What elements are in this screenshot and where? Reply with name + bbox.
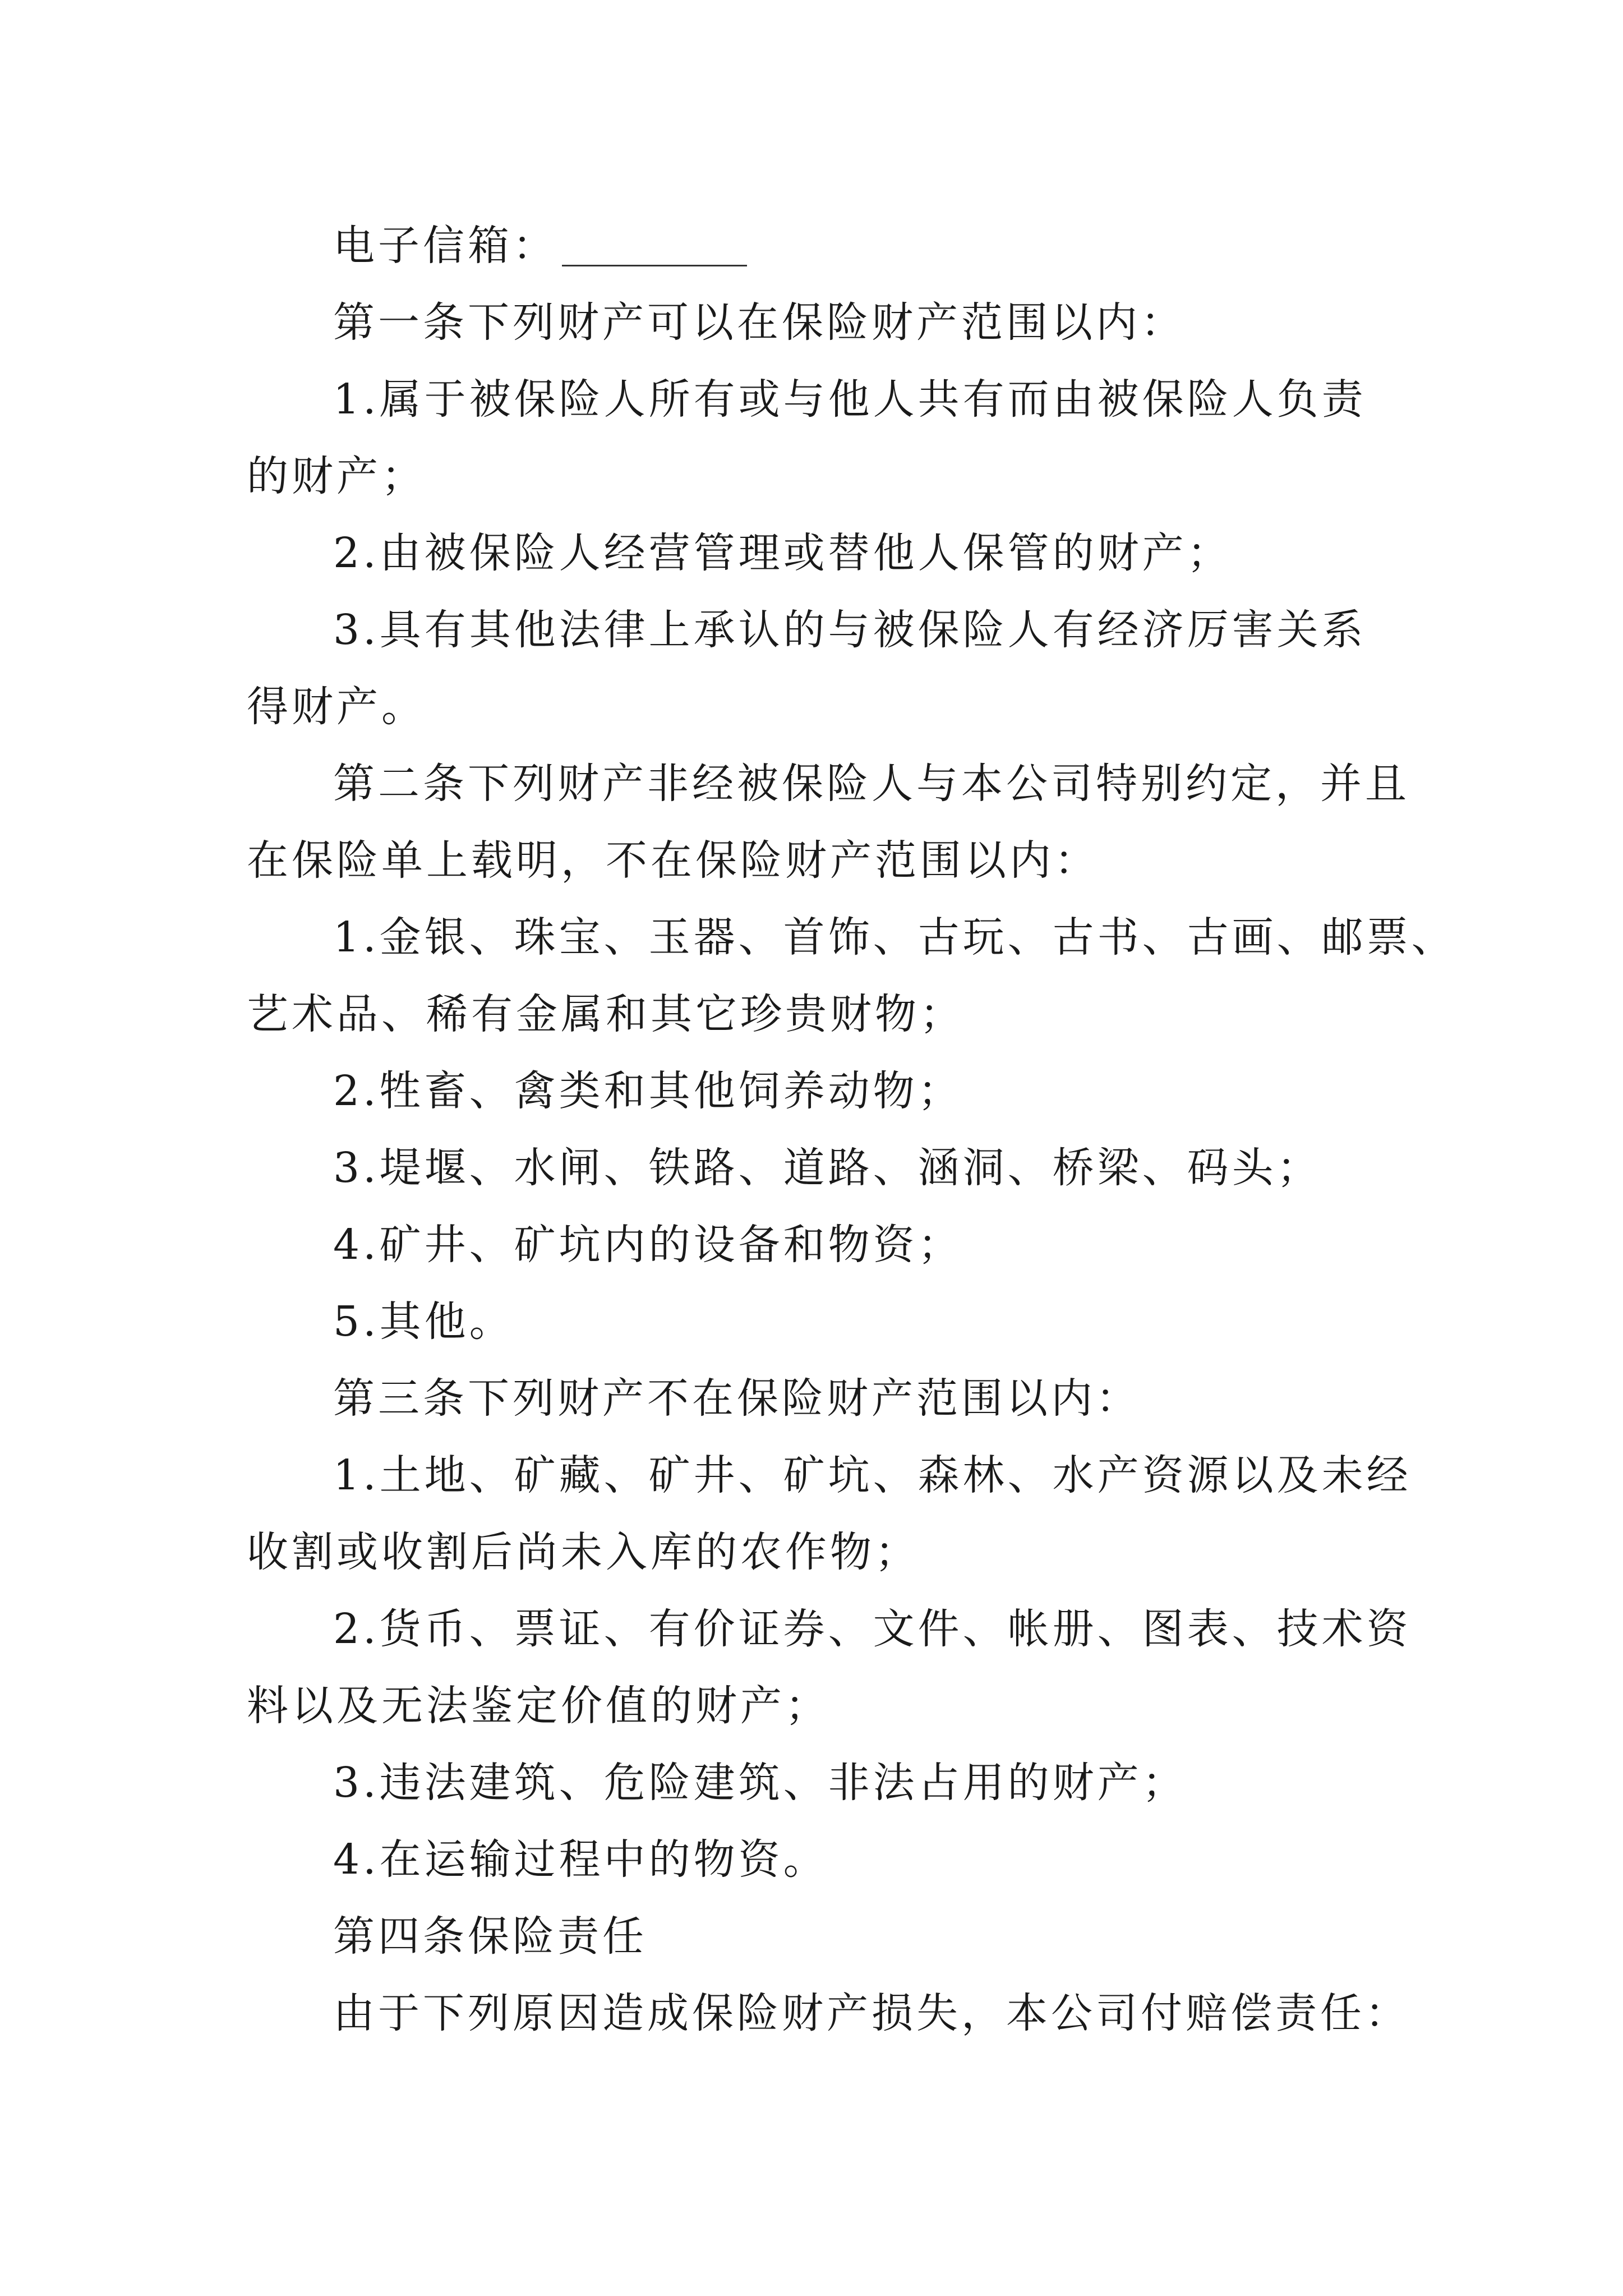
paragraph-line: 在保险单上载明，不在保险财产范围以内： bbox=[247, 836, 1099, 885]
paragraph-line: 收割或收割后尚未入库的农作物； bbox=[247, 1528, 920, 1576]
article-3-heading: 第三条下列财产不在保险财产范围以内： bbox=[333, 1374, 1141, 1423]
article-4-heading: 第四条保险责任 bbox=[333, 1912, 647, 1961]
paragraph-line: 的财产； bbox=[247, 452, 426, 500]
paragraph-line: 4.在运输过程中的物资。 bbox=[333, 1835, 828, 1884]
email-label: 电子信箱： bbox=[333, 222, 557, 270]
paragraph-line: 3.堤堰、水闸、铁路、道路、涵洞、桥梁、码头； bbox=[333, 1144, 1322, 1192]
paragraph-line: 1.金银、珠宝、玉器、首饰、古玩、古书、古画、邮票、 bbox=[333, 913, 1456, 961]
paragraph-line: 2.货币、票证、有价证券、文件、帐册、图表、技术资 bbox=[333, 1605, 1412, 1653]
paragraph-line: 得财产。 bbox=[247, 683, 426, 731]
paragraph-line: 2.牲畜、禽类和其他饲养动物； bbox=[333, 1067, 963, 1115]
article-1-heading: 第一条下列财产可以在保险财产范围以内： bbox=[333, 298, 1186, 347]
paragraph-line: 5.其他。 bbox=[333, 1297, 514, 1346]
email-line bbox=[247, 208, 1380, 284]
paragraph-line: 3.违法建筑、危险建筑、非法占用的财产； bbox=[333, 1759, 1187, 1807]
paragraph-line: 艺术品、稀有金属和其它珍贵财物； bbox=[247, 990, 965, 1038]
article-2-heading: 第二条下列财产非经被保险人与本公司特别约定，并且 bbox=[333, 760, 1410, 808]
paragraph-line: 1.土地、矿藏、矿井、矿坑、森林、水产资源以及未经 bbox=[333, 1451, 1412, 1499]
paragraph-line: 由于下列原因造成保险财产损失，本公司付赔偿责任： bbox=[333, 1989, 1410, 2037]
paragraph-line: 1.属于被保险人所有或与他人共有而由被保险人负责 bbox=[333, 375, 1367, 424]
email-blank-field[interactable] bbox=[562, 231, 747, 266]
paragraph-line: 4.矿井、矿坑内的设备和物资； bbox=[333, 1221, 963, 1269]
paragraph-line: 料以及无法鉴定价值的财产； bbox=[247, 1682, 830, 1730]
document-body bbox=[247, 208, 1456, 2052]
paragraph-line: 2.由被保险人经营管理或替他人保管的财产； bbox=[333, 529, 1232, 577]
paragraph-line: 3.具有其他法律上承认的与被保险人有经济厉害关系 bbox=[333, 606, 1367, 654]
